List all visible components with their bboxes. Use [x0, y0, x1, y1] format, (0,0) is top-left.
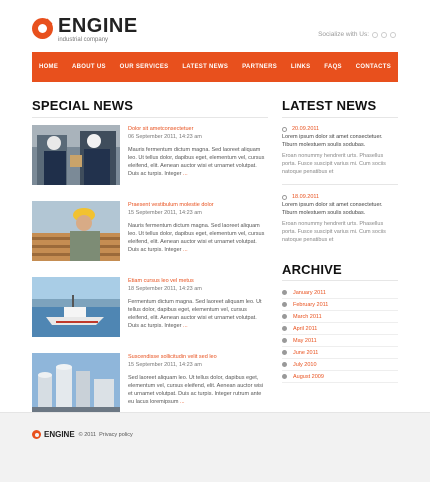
facebook-icon[interactable] [372, 32, 378, 38]
latest-title[interactable]: Lorem ipsum dolor sit amet consectetuer. Tiburn molestuem soulis sodubas. [282, 202, 383, 216]
logo-name: ENGINE [58, 15, 138, 37]
latest-news-item [282, 125, 398, 176]
rss-icon[interactable] [390, 32, 396, 38]
bullet-icon [282, 374, 287, 379]
nav-contacts[interactable]: CONTACTS [355, 64, 392, 70]
archive-item[interactable] [282, 347, 398, 359]
bullet-icon [282, 314, 287, 319]
social-label: Socialize with Us: [318, 31, 369, 38]
news-item [32, 277, 268, 339]
archive-item[interactable] [282, 311, 398, 323]
latest-title[interactable]: Lorem ipsum dolor sit amet consectetuer. Tiburn molestuem soulis sodubas. [282, 134, 383, 148]
logo-icon [32, 18, 53, 39]
news-item [32, 201, 268, 263]
divider [32, 117, 268, 118]
read-more-link[interactable]: ... [183, 247, 188, 253]
bullet-icon [282, 362, 287, 367]
nav-faqs[interactable]: FAQS [324, 64, 342, 70]
site-logo[interactable] [32, 16, 138, 44]
nav-about-us[interactable]: ABOUT US [72, 64, 106, 70]
nav-our-services[interactable]: OUR SERVICES [119, 64, 169, 70]
read-more-link[interactable]: ... [179, 399, 185, 405]
archive-label: January 2011 [293, 289, 326, 296]
news-excerpt [128, 298, 268, 330]
news-thumbnail-boat[interactable] [32, 277, 120, 337]
bullet-icon [282, 302, 287, 307]
latest-excerpt: Eroan nonummy hendrerit urts. Phasellus porta. Fusce suscipit varius mi. Cum sociis natoque penatibus et [282, 221, 386, 243]
news-excerpt-text: Mauris fermentum dictum magna. Sed laoreet aliquam leo. Ut tellus dolor, dapibus eget, elementum vel, cursus eleifend, elit. Aenean auctor wisi et urnamet volutpat. Duis ac turpis. Integer [128, 147, 265, 177]
bullet-icon [282, 290, 287, 295]
archive-item[interactable] [282, 371, 398, 383]
archive-item[interactable] [282, 299, 398, 311]
news-date: 18 September 2011, 14:23 am [128, 286, 202, 292]
logo-tagline: industrial company [58, 37, 109, 43]
news-title[interactable]: Suscendisse sollicitudin velit sed leo [128, 354, 217, 360]
news-excerpt-text: Nauris fermentum dictum magna. Sed laoreet aliquam leo. Ut tellus dolor, dapibus eget, elementum vel, cursus eleifend, elit. Aenean auctor wisi et urnamet volutpat. Duis ac turpis. Integer [128, 223, 265, 253]
news-excerpt-text: Fermentum dictum magna. Sed laoreet aliquam leo. Ut tellus dolor, dapibus eget, elementum vel, cursus eleifend, elit. Aenean auctor wisi et urnamet volutpat. Duis ac turpis. Integer [128, 299, 262, 329]
archive-item[interactable] [282, 359, 398, 371]
news-title[interactable]: Etiam cursus leo vel metus [128, 278, 194, 284]
latest-date: 20.09.2011 [292, 126, 320, 132]
divider [282, 280, 398, 281]
privacy-policy-link[interactable]: Privacy policy [99, 431, 133, 438]
divider [282, 117, 398, 118]
copyright: © 2011 [78, 431, 97, 438]
divider [282, 184, 398, 185]
bullet-icon [282, 338, 287, 343]
news-thumbnail-workers[interactable] [32, 125, 120, 185]
nav-home[interactable]: HOME [38, 64, 59, 70]
latest-news-item [282, 193, 398, 244]
latest-excerpt: Eroan nonummy hendrerit urts. Phasellus porta. Fusce suscipit varius mi. Cum sociis natoque penatibus et [282, 153, 386, 175]
site-header [0, 0, 430, 52]
twitter-icon[interactable] [381, 32, 387, 38]
news-title[interactable]: Praesent vestibulum molestie dolor [128, 202, 214, 208]
logo-icon [32, 430, 41, 439]
nav-links[interactable]: LINKS [290, 64, 311, 70]
news-item [32, 353, 268, 415]
archive-label: May 2011 [293, 337, 317, 344]
news-thumbnail-plant[interactable] [32, 353, 120, 413]
archive-label: August 2009 [293, 373, 324, 380]
news-thumbnail-engineer[interactable] [32, 201, 120, 261]
news-date: 15 September 2011, 14:23 am [128, 210, 202, 216]
clock-icon [282, 127, 287, 132]
archive-label: June 2011 [293, 349, 319, 356]
main-nav [32, 52, 398, 82]
archive-label: March 2011 [293, 313, 322, 320]
news-excerpt [128, 222, 268, 254]
news-excerpt [128, 146, 268, 178]
archive-label: July 2010 [293, 361, 317, 368]
clock-icon [282, 195, 287, 200]
latest-date: 18.09.2011 [292, 194, 320, 200]
nav-latest-news[interactable]: LATEST NEWS [182, 64, 229, 70]
read-more-link[interactable]: ... [183, 323, 188, 329]
bullet-icon [282, 350, 287, 355]
archive-item[interactable] [282, 335, 398, 347]
archive-label: February 2011 [293, 301, 329, 308]
site-footer [0, 412, 430, 482]
bullet-icon [282, 326, 287, 331]
archive-item[interactable] [282, 287, 398, 299]
nav-partners[interactable]: PARTNERS [242, 64, 278, 70]
news-item [32, 125, 268, 187]
news-excerpt-text: Sed laoreet aliquam leo. Ut tellus dolor, dapibus eget, elementum vel, cursus eleifend, elit. Aenean auctor wisi et urnamet volutpat. Duis ac turpis. Integer rutrum ante eu lacus loremipsum [128, 375, 264, 405]
footer-logo [32, 430, 133, 439]
news-excerpt [128, 374, 268, 406]
news-title[interactable]: Dolor sit ametconsectetuer [128, 126, 194, 132]
archive-heading: ARCHIVE [282, 262, 342, 277]
read-more-link[interactable]: ... [183, 171, 188, 177]
news-date: 06 September 2011, 14:23 am [128, 134, 202, 140]
footer-brand: ENGINE [44, 430, 75, 439]
latest-news-heading: LATEST NEWS [282, 98, 377, 113]
news-date: 15 September 2011, 14:23 am [128, 362, 202, 368]
social-bar [318, 31, 396, 38]
archive-list [282, 287, 398, 383]
special-news-heading: SPECIAL NEWS [32, 98, 134, 113]
archive-item[interactable] [282, 323, 398, 335]
archive-label: April 2011 [293, 325, 318, 332]
